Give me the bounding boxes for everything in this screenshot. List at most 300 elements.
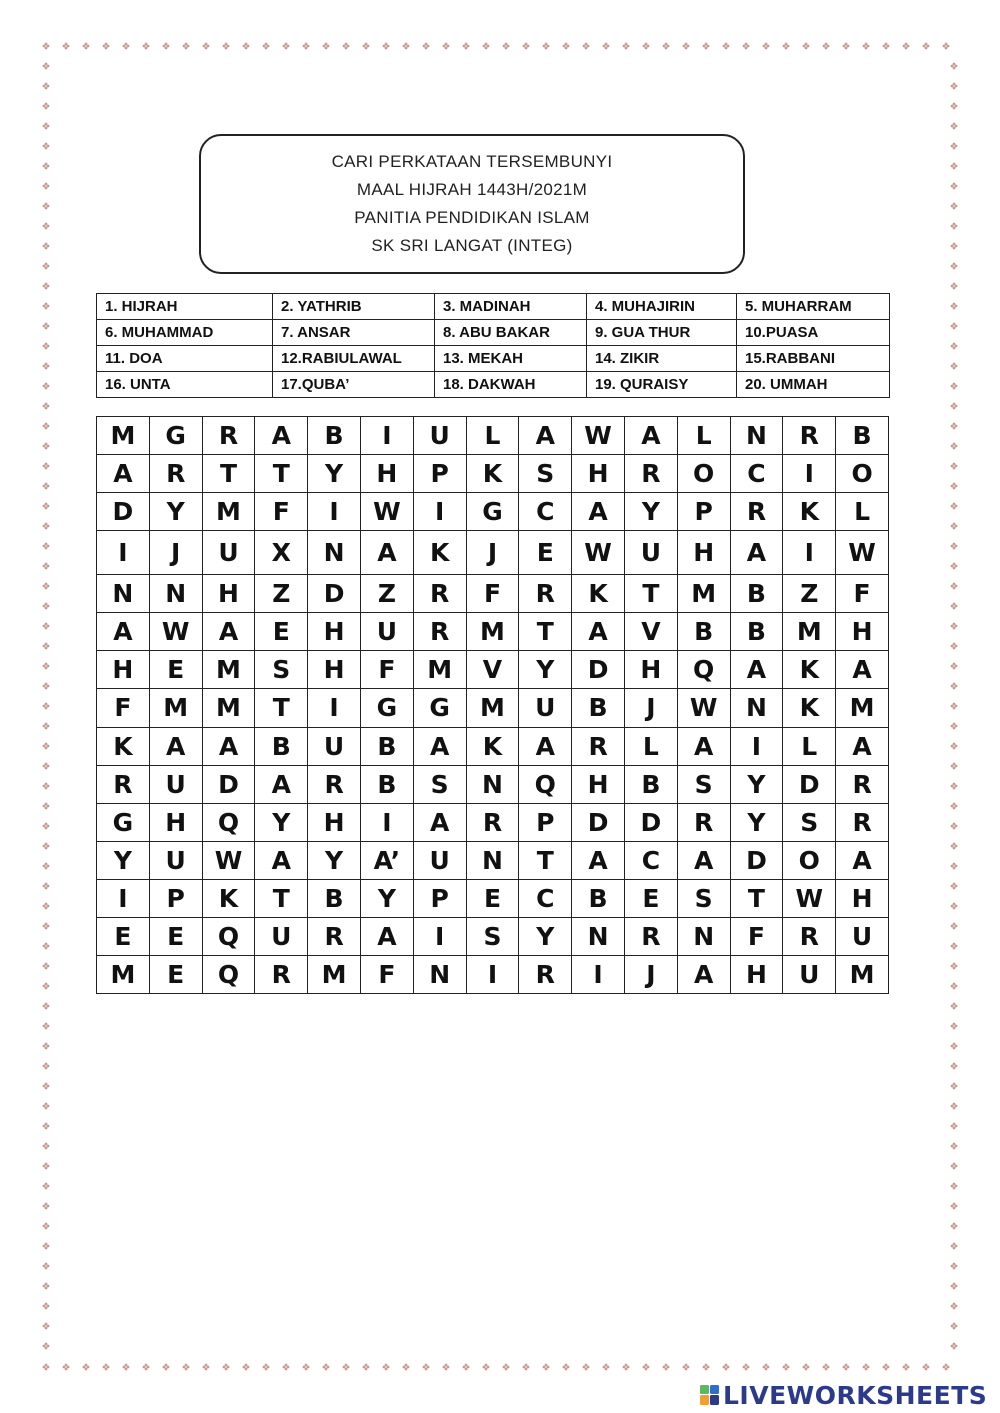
word-list-item: 5. MUHARRAM — [737, 294, 890, 320]
border-ornament — [951, 1203, 958, 1210]
grid-cell: E — [149, 651, 202, 689]
grid-cell: T — [255, 455, 308, 493]
grid-cell: U — [360, 613, 413, 651]
grid-cell: I — [360, 803, 413, 841]
word-list-row — [97, 372, 890, 398]
border-ornament — [643, 43, 650, 50]
border-ornament — [951, 143, 958, 150]
border-ornament — [503, 43, 510, 50]
border-ornament — [43, 783, 50, 790]
border-ornament — [951, 1223, 958, 1230]
border-ornament — [43, 1203, 50, 1210]
grid-cell: N — [97, 575, 150, 613]
grid-row — [97, 689, 889, 727]
grid-cell: R — [149, 455, 202, 493]
border-ornament — [463, 43, 470, 50]
grid-cell: K — [97, 727, 150, 765]
border-ornament — [43, 963, 50, 970]
grid-cell: A — [836, 651, 889, 689]
grid-cell: Q — [519, 765, 572, 803]
grid-cell: D — [572, 651, 625, 689]
grid-cell: A — [413, 803, 466, 841]
border-ornament — [663, 1364, 670, 1371]
border-ornament — [543, 43, 550, 50]
border-ornament — [43, 863, 50, 870]
grid-cell: H — [360, 455, 413, 493]
grid-cell: B — [572, 879, 625, 917]
grid-cell: N — [149, 575, 202, 613]
word-list-item: 9. GUA THUR — [587, 320, 737, 346]
border-ornament — [43, 703, 50, 710]
grid-cell: B — [360, 727, 413, 765]
grid-cell: M — [466, 689, 519, 727]
grid-cell: H — [308, 651, 361, 689]
border-ornament — [951, 323, 958, 330]
grid-cell: B — [624, 765, 677, 803]
border-ornament — [951, 683, 958, 690]
grid-cell: B — [836, 417, 889, 455]
border-ornament — [43, 1283, 50, 1290]
grid-cell: D — [730, 841, 783, 879]
border-ornament — [951, 1083, 958, 1090]
border-ornament — [863, 1364, 870, 1371]
border-ornament — [43, 603, 50, 610]
border-ornament — [743, 1364, 750, 1371]
border-ornament — [43, 63, 50, 70]
border-ornament — [951, 783, 958, 790]
grid-cell: Y — [308, 841, 361, 879]
border-ornament — [951, 1243, 958, 1250]
grid-cell: Y — [360, 879, 413, 917]
grid-cell: M — [202, 651, 255, 689]
border-ornament — [183, 43, 190, 50]
border-ornament — [951, 1163, 958, 1170]
border-ornament — [43, 1343, 50, 1350]
border-ornament — [951, 523, 958, 530]
border-ornament — [323, 1364, 330, 1371]
border-ornament — [363, 1364, 370, 1371]
grid-cell: U — [413, 417, 466, 455]
border-ornament — [951, 843, 958, 850]
word-search-grid — [96, 416, 889, 994]
border-ornament — [951, 923, 958, 930]
border-ornament — [43, 403, 50, 410]
grid-cell: D — [783, 765, 836, 803]
grid-cell: Y — [519, 917, 572, 955]
word-list-table — [96, 293, 890, 398]
border-ornament — [43, 1163, 50, 1170]
grid-cell: D — [202, 765, 255, 803]
border-ornament — [951, 1343, 958, 1350]
border-ornament — [683, 43, 690, 50]
border-ornament — [43, 503, 50, 510]
border-ornament — [43, 883, 50, 890]
word-list-item: 2. YATHRIB — [273, 294, 435, 320]
grid-cell: R — [677, 803, 730, 841]
grid-cell: F — [255, 493, 308, 531]
border-ornament — [43, 1303, 50, 1310]
grid-cell: M — [308, 955, 361, 993]
grid-cell: N — [730, 689, 783, 727]
grid-row — [97, 455, 889, 493]
grid-row — [97, 879, 889, 917]
border-ornament — [951, 243, 958, 250]
word-list-item: 3. MADINAH — [435, 294, 587, 320]
grid-cell: A — [624, 417, 677, 455]
grid-cell: R — [97, 765, 150, 803]
grid-cell: L — [783, 727, 836, 765]
grid-row — [97, 575, 889, 613]
grid-cell: T — [624, 575, 677, 613]
grid-cell: W — [572, 531, 625, 575]
border-ornament — [523, 1364, 530, 1371]
grid-cell: B — [360, 765, 413, 803]
border-ornament — [951, 703, 958, 710]
grid-cell: U — [783, 955, 836, 993]
grid-cell: T — [730, 879, 783, 917]
border-ornament — [951, 1103, 958, 1110]
border-ornament — [563, 1364, 570, 1371]
border-ornament — [951, 1263, 958, 1270]
border-ornament — [203, 1364, 210, 1371]
border-ornament — [723, 43, 730, 50]
grid-cell: W — [783, 879, 836, 917]
border-ornament — [43, 1103, 50, 1110]
grid-cell: P — [413, 455, 466, 493]
border-ornament — [951, 303, 958, 310]
grid-cell: H — [836, 613, 889, 651]
grid-cell: C — [624, 841, 677, 879]
grid-cell: A — [360, 531, 413, 575]
grid-cell: N — [466, 841, 519, 879]
border-ornament — [163, 1364, 170, 1371]
border-ornament — [43, 103, 50, 110]
grid-cell: O — [783, 841, 836, 879]
word-list-item: 11. DOA — [97, 346, 273, 372]
border-ornament — [123, 1364, 130, 1371]
border-ornament — [243, 1364, 250, 1371]
grid-cell: A — [202, 613, 255, 651]
grid-cell: Z — [255, 575, 308, 613]
border-ornament — [303, 1364, 310, 1371]
grid-cell: Q — [202, 803, 255, 841]
border-ornament — [703, 1364, 710, 1371]
grid-cell: W — [360, 493, 413, 531]
grid-cell: U — [149, 841, 202, 879]
border-ornament — [951, 883, 958, 890]
border-ornament — [923, 1364, 930, 1371]
grid-cell: K — [413, 531, 466, 575]
border-ornament — [83, 43, 90, 50]
border-ornament — [283, 1364, 290, 1371]
border-ornament — [951, 343, 958, 350]
grid-row — [97, 955, 889, 993]
word-list-item: 13. MEKAH — [435, 346, 587, 372]
border-ornament — [43, 1364, 50, 1371]
grid-cell: V — [624, 613, 677, 651]
border-ornament — [43, 743, 50, 750]
border-ornament — [951, 763, 958, 770]
border-ornament — [423, 1364, 430, 1371]
border-ornament — [503, 1364, 510, 1371]
border-ornament — [951, 663, 958, 670]
border-ornament — [951, 463, 958, 470]
border-ornament — [183, 1364, 190, 1371]
border-ornament — [951, 963, 958, 970]
grid-cell: H — [97, 651, 150, 689]
border-ornament — [951, 723, 958, 730]
grid-cell: K — [202, 879, 255, 917]
border-ornament — [43, 423, 50, 430]
grid-cell: R — [730, 493, 783, 531]
grid-cell: A — [572, 613, 625, 651]
grid-cell: G — [413, 689, 466, 727]
border-ornament — [951, 103, 958, 110]
grid-cell: M — [677, 575, 730, 613]
grid-row — [97, 531, 889, 575]
border-ornament — [951, 363, 958, 370]
border-ornament — [43, 1023, 50, 1030]
grid-row — [97, 917, 889, 955]
border-ornament — [951, 203, 958, 210]
border-ornament — [943, 43, 950, 50]
border-ornament — [263, 43, 270, 50]
grid-cell: A — [677, 727, 730, 765]
border-ornament — [43, 663, 50, 670]
grid-cell: K — [466, 455, 519, 493]
border-ornament — [43, 563, 50, 570]
grid-row — [97, 727, 889, 765]
border-ornament — [43, 1143, 50, 1150]
word-list-item: 20. UMMAH — [737, 372, 890, 398]
grid-cell: A — [360, 917, 413, 955]
grid-cell: U — [413, 841, 466, 879]
grid-cell: L — [466, 417, 519, 455]
border-ornament — [903, 43, 910, 50]
word-list-item: 8. ABU BAKAR — [435, 320, 587, 346]
grid-cell: Y — [730, 765, 783, 803]
border-ornament — [143, 1364, 150, 1371]
border-ornament — [43, 123, 50, 130]
grid-cell: N — [730, 417, 783, 455]
grid-cell: I — [413, 493, 466, 531]
border-ornament — [951, 623, 958, 630]
grid-cell: S — [519, 455, 572, 493]
border-ornament — [563, 43, 570, 50]
border-ornament — [951, 1123, 958, 1130]
grid-cell: M — [466, 613, 519, 651]
border-ornament — [903, 1364, 910, 1371]
border-ornament — [951, 863, 958, 870]
grid-cell: K — [783, 493, 836, 531]
grid-cell: K — [783, 651, 836, 689]
border-ornament — [663, 43, 670, 50]
grid-cell: A — [255, 417, 308, 455]
grid-cell: R — [572, 727, 625, 765]
border-ornament — [883, 43, 890, 50]
grid-cell: Q — [677, 651, 730, 689]
border-ornament — [951, 563, 958, 570]
grid-cell: U — [519, 689, 572, 727]
border-ornament — [43, 1183, 50, 1190]
grid-cell: I — [783, 531, 836, 575]
grid-cell: F — [360, 955, 413, 993]
border-ornament — [951, 263, 958, 270]
word-list-item: 12.RABIULAWAL — [273, 346, 435, 372]
border-ornament — [383, 43, 390, 50]
border-ornament — [43, 343, 50, 350]
word-list-item: 4. MUHAJIRIN — [587, 294, 737, 320]
border-ornament — [43, 383, 50, 390]
grid-cell: Y — [308, 455, 361, 493]
border-ornament — [943, 1364, 950, 1371]
border-ornament — [43, 1043, 50, 1050]
border-ornament — [323, 43, 330, 50]
grid-cell: Z — [783, 575, 836, 613]
border-ornament — [43, 443, 50, 450]
border-ornament — [951, 743, 958, 750]
border-ornament — [951, 1063, 958, 1070]
grid-cell: S — [413, 765, 466, 803]
border-ornament — [951, 1003, 958, 1010]
grid-cell: C — [519, 493, 572, 531]
border-ornament — [43, 903, 50, 910]
grid-cell: J — [624, 689, 677, 727]
grid-cell: A — [97, 613, 150, 651]
grid-cell: C — [730, 455, 783, 493]
grid-cell: A — [97, 455, 150, 493]
grid-cell: Y — [255, 803, 308, 841]
grid-cell: G — [97, 803, 150, 841]
grid-cell: L — [677, 417, 730, 455]
border-ornament — [363, 43, 370, 50]
border-ornament — [951, 163, 958, 170]
grid-cell: M — [202, 493, 255, 531]
border-ornament — [83, 1364, 90, 1371]
grid-cell: A’ — [360, 841, 413, 879]
border-ornament — [703, 43, 710, 50]
grid-cell: U — [255, 917, 308, 955]
grid-cell: A — [677, 841, 730, 879]
grid-cell: U — [624, 531, 677, 575]
border-ornament — [43, 683, 50, 690]
border-ornament — [43, 643, 50, 650]
grid-cell: R — [255, 955, 308, 993]
border-ornament — [951, 443, 958, 450]
grid-row — [97, 765, 889, 803]
grid-cell: P — [149, 879, 202, 917]
grid-cell: I — [360, 417, 413, 455]
border-ornament — [103, 1364, 110, 1371]
border-ornament — [951, 1303, 958, 1310]
grid-cell: H — [202, 575, 255, 613]
grid-cell: R — [308, 765, 361, 803]
grid-cell: S — [255, 651, 308, 689]
grid-cell: R — [624, 917, 677, 955]
border-ornament — [951, 1143, 958, 1150]
grid-cell: B — [308, 417, 361, 455]
border-ornament — [43, 583, 50, 590]
border-ornament — [763, 1364, 770, 1371]
border-ornament — [123, 43, 130, 50]
title-line-3: PANITIA PENDIDIKAN ISLAM — [354, 208, 590, 227]
grid-cell: H — [836, 879, 889, 917]
title-line-1: CARI PERKATAAN TERSEMBUNYI — [331, 152, 613, 171]
grid-cell: T — [202, 455, 255, 493]
border-ornament — [583, 1364, 590, 1371]
grid-cell: O — [836, 455, 889, 493]
border-ornament — [951, 583, 958, 590]
grid-cell: F — [360, 651, 413, 689]
grid-cell: H — [308, 613, 361, 651]
border-ornament — [43, 843, 50, 850]
border-ornament — [923, 43, 930, 50]
border-ornament — [43, 723, 50, 730]
grid-cell: H — [572, 455, 625, 493]
border-ornament — [63, 43, 70, 50]
liveworksheets-logo-icon — [700, 1384, 720, 1406]
grid-cell: R — [624, 455, 677, 493]
border-ornament — [951, 223, 958, 230]
word-list-item: 7. ANSAR — [273, 320, 435, 346]
word-list-item: 16. UNTA — [97, 372, 273, 398]
border-ornament — [543, 1364, 550, 1371]
border-ornament — [783, 43, 790, 50]
grid-cell: A — [677, 955, 730, 993]
border-ornament — [951, 403, 958, 410]
grid-cell: I — [97, 879, 150, 917]
border-ornament — [743, 43, 750, 50]
border-ornament — [43, 1243, 50, 1250]
border-ornament — [263, 1364, 270, 1371]
border-ornament — [823, 43, 830, 50]
grid-cell: V — [466, 651, 519, 689]
grid-cell: I — [97, 531, 150, 575]
border-ornament — [523, 43, 530, 50]
border-ornament — [803, 1364, 810, 1371]
grid-cell: E — [97, 917, 150, 955]
grid-cell: Y — [624, 493, 677, 531]
grid-row — [97, 613, 889, 651]
border-ornament — [951, 423, 958, 430]
word-list-item: 18. DAKWAH — [435, 372, 587, 398]
grid-row — [97, 417, 889, 455]
grid-cell: N — [308, 531, 361, 575]
liveworksheets-brand-text: LIVEWORKSHEETS — [723, 1380, 988, 1410]
grid-row — [97, 841, 889, 879]
border-ornament — [843, 43, 850, 50]
grid-cell: M — [97, 417, 150, 455]
grid-cell: E — [149, 917, 202, 955]
word-list-item: 15.RABBANI — [737, 346, 890, 372]
grid-cell: E — [149, 955, 202, 993]
grid-cell: T — [255, 689, 308, 727]
border-ornament — [283, 43, 290, 50]
border-ornament — [223, 43, 230, 50]
border-ornament — [43, 983, 50, 990]
border-ornament — [43, 143, 50, 150]
border-ornament — [951, 83, 958, 90]
border-ornament — [43, 163, 50, 170]
border-ornament — [383, 1364, 390, 1371]
border-ornament — [43, 1223, 50, 1230]
grid-cell: P — [677, 493, 730, 531]
grid-cell: T — [519, 613, 572, 651]
border-ornament — [43, 923, 50, 930]
grid-cell: D — [572, 803, 625, 841]
border-ornament — [951, 1323, 958, 1330]
border-ornament — [343, 43, 350, 50]
